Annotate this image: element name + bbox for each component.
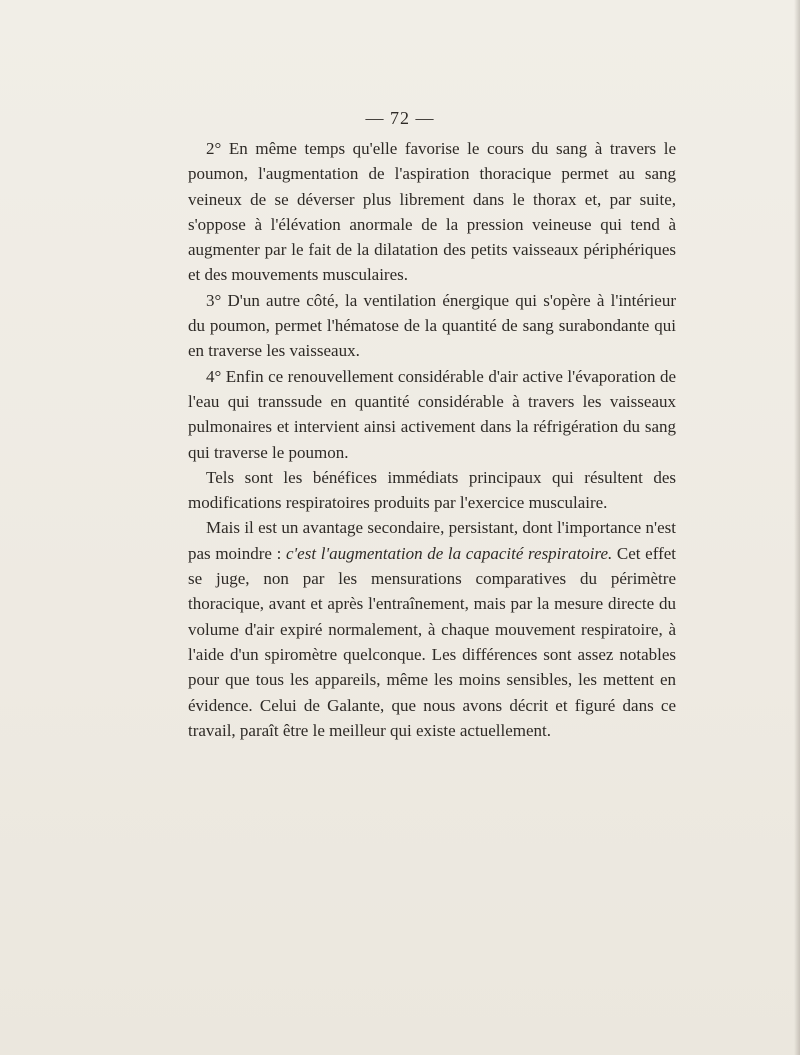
paragraph-2: 2° En même temps qu'elle favorise le cours du sang à travers le poumon, l'augmentation de l'aspiration thoracique permet au sang veineux de se déverser plus librement dans le thorax et, par suite, s'oppose à l'élévation anormale de la pression veineuse qui tend à augmenter par le fait de la dilatation des petits vaisseaux périphériques et des mouvements musculaires.: [188, 139, 676, 285]
page-number: — 72 —: [365, 108, 435, 128]
paragraph-capacity-after: Cet effet se juge, non par les mensurations comparatives du périmètre thoracique, avant et après l'entraînement, mais par la mesure directe du volume d'air expiré normalement, à chaque mouvement respiratoire, à l'aide d'un spiromètre quelconque. Les différences sont assez notables pour que tous les appareils, même les moins sensibles, les mettent en évidence. Celui de Galante, que nous avons décrit et figuré dans ce travail, paraît être le meilleur qui existe actuellement.: [188, 543, 676, 740]
paragraph-4: 4° Enfin ce renouvellement considérable d'air active l'évaporation de l'eau qui transsude en quantité considérable à travers les vaisseaux pulmonaires et intervient ainsi activement dans la réfrigération du sang qui traverse le poumon.: [188, 366, 676, 462]
paragraph-3: 3° D'un autre côté, la ventilation énergique qui s'opère à l'intérieur du poumon, permet l'hématose de la quantité de sang surabondante qui en traverse les vaisseaux.: [188, 290, 676, 361]
page-edge-shadow: [794, 0, 800, 1055]
paragraph-capacity: [188, 515, 676, 743]
paragraph-summary: Tels sont les bénéfices immédiats principaux qui résultent des modifications respiratoires produits par l'exercice musculaire.: [188, 467, 676, 513]
paragraph-capacity-emphasis: c'est l'augmentation de la capacité respiratoire.: [286, 543, 613, 563]
paragraph-capacity-before: Mais il est un avantage secondaire, persistant, dont l'importance n'est pas moindre :: [188, 518, 676, 563]
body-text: [188, 136, 676, 743]
